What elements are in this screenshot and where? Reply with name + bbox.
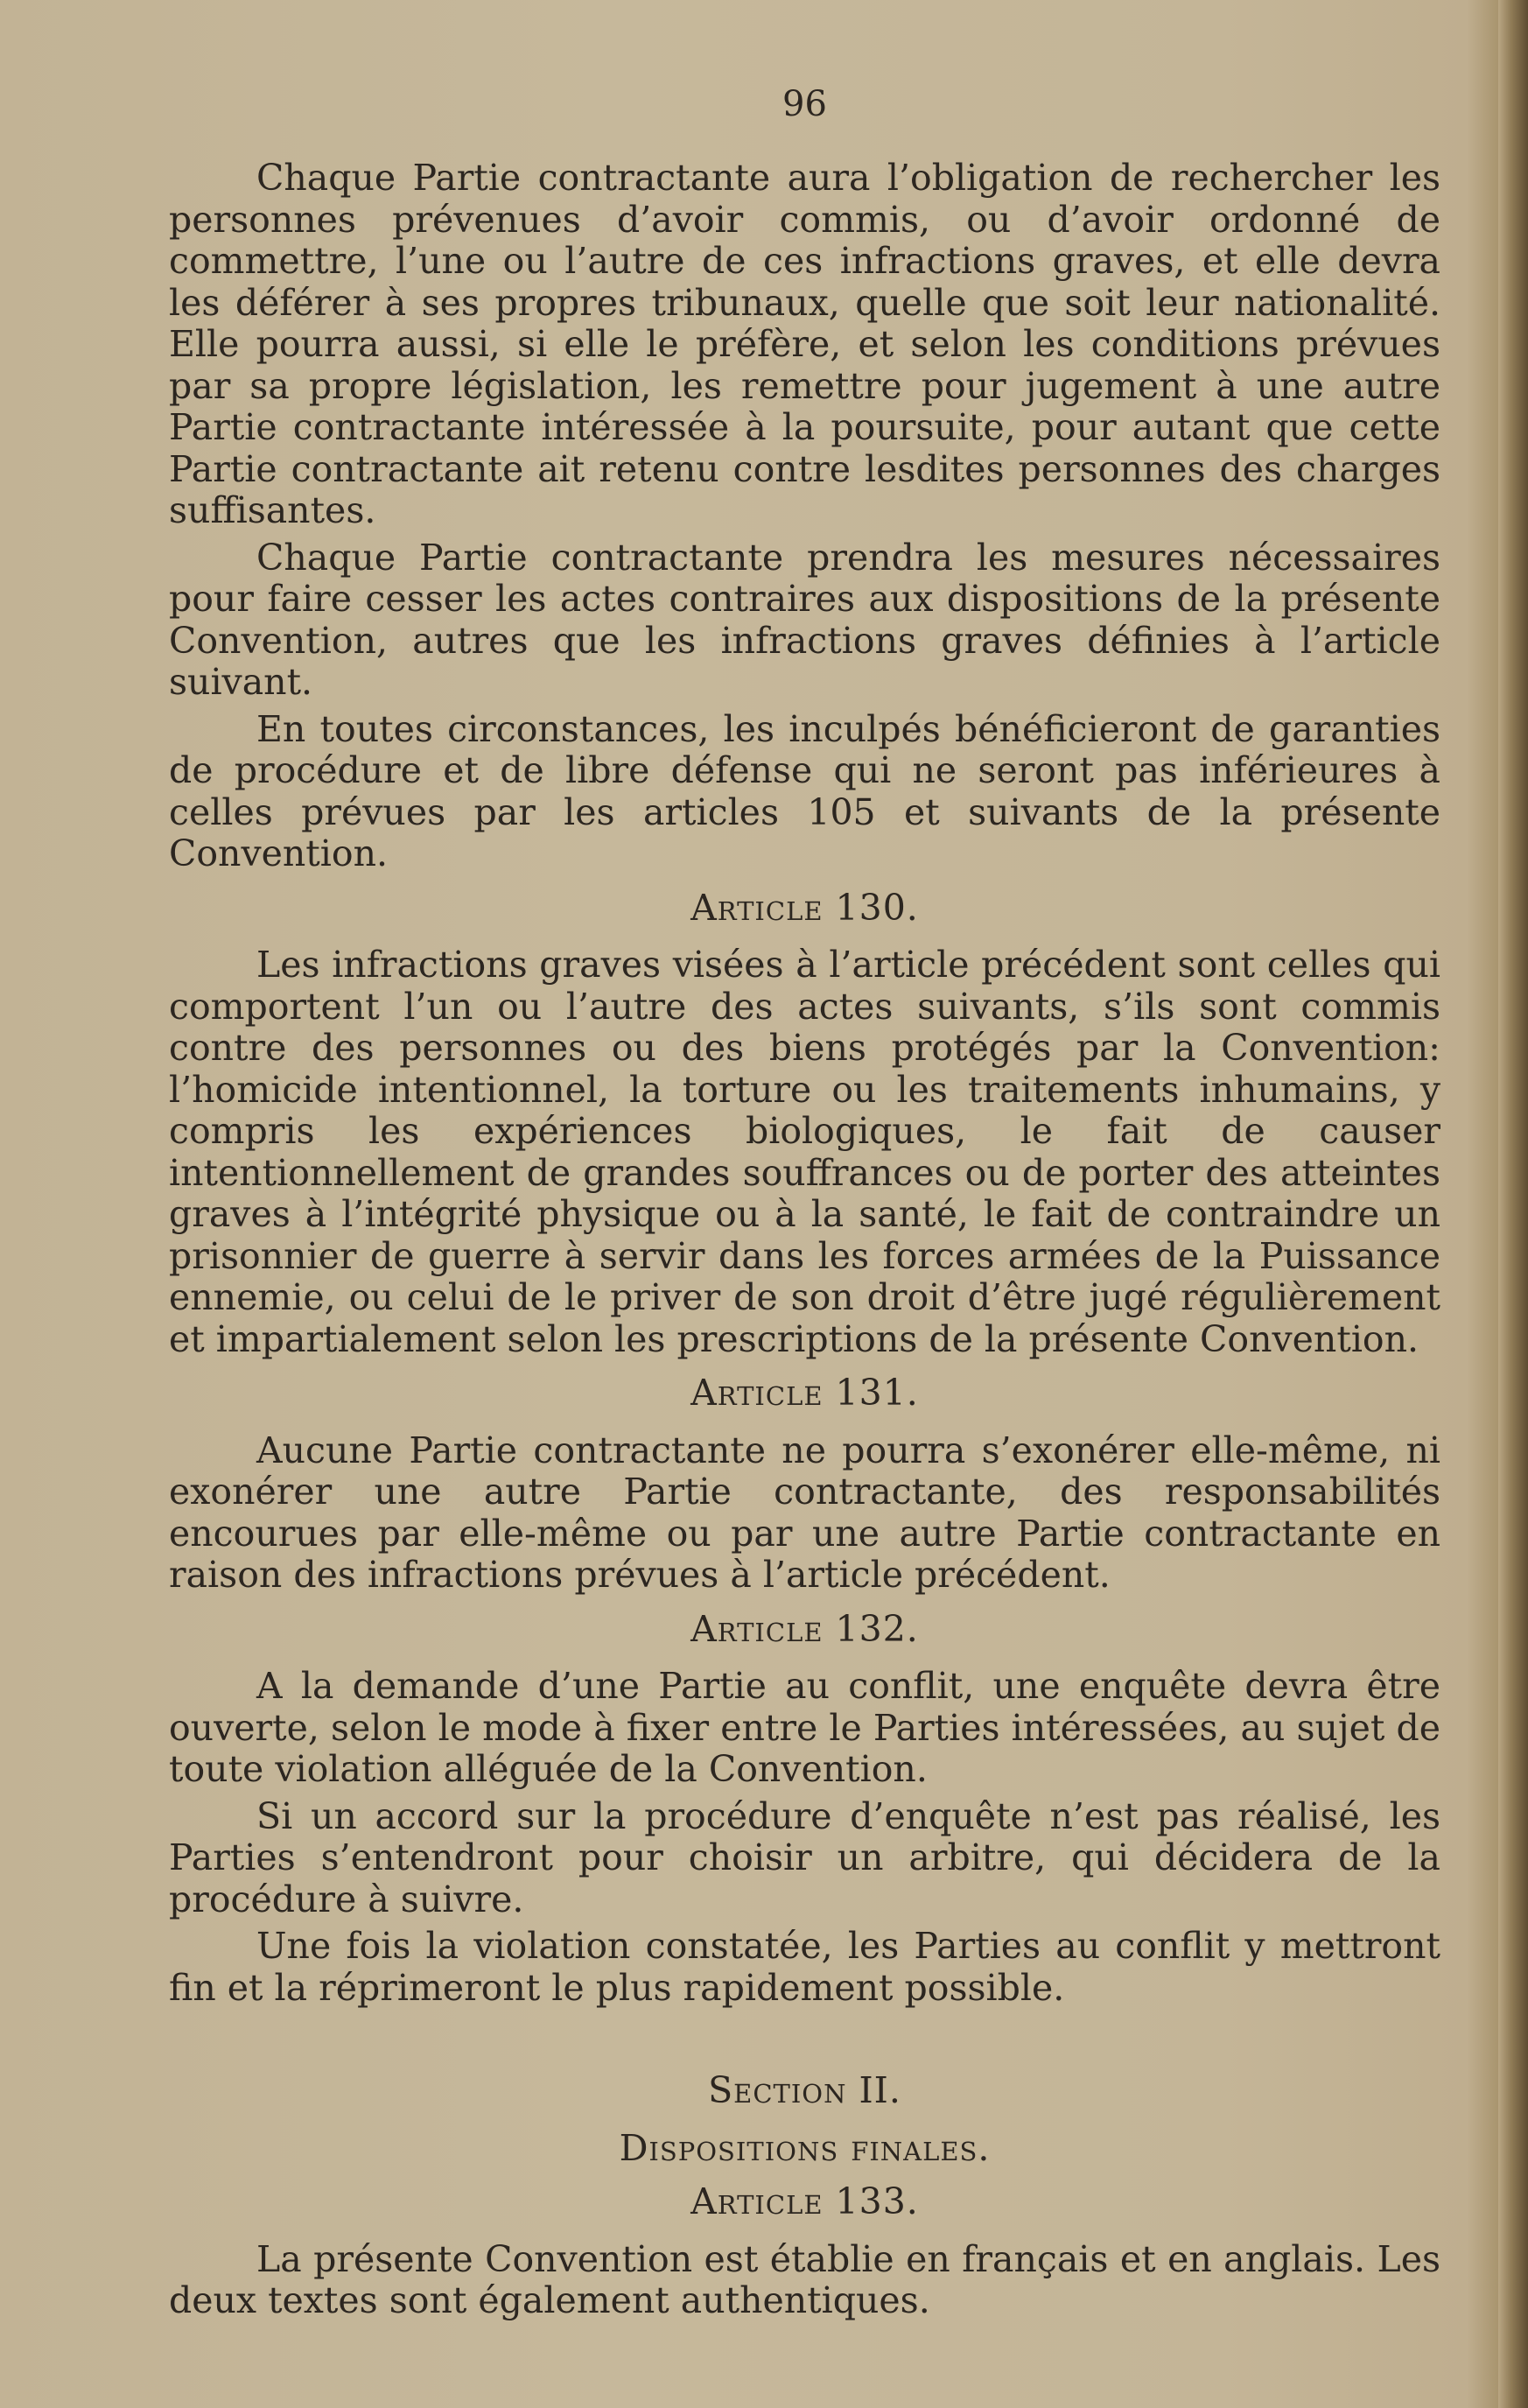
paragraph-guarantees: En toutes circonstances, les inculpés bénéficieront de garanties de procédure et de libre défense qui ne seront pas inférieures à celles prévues par les articles 105 et suivants de la présente Convention. bbox=[169, 707, 1440, 874]
article-132-heading: Article 132. bbox=[690, 1607, 919, 1650]
article-130-heading: Article 130. bbox=[690, 886, 919, 929]
final-provisions-heading: Dispositions finales. bbox=[619, 2126, 991, 2169]
section-ii-heading: Section II. bbox=[708, 2069, 901, 2111]
paragraph-arbiter: Si un accord sur la procédure d’enquête n’est pas réalisé, les Parties s’entendront pour choisir un arbitre, qui décidera de la procédure à suivre. bbox=[169, 1794, 1440, 1920]
paragraph-obligation-prosecute: Chaque Partie contractante aura l’obligation de rechercher les personnes prévenues d’avoir commis, ou d’avoir ordonné de commettre, l’une ou l’autre de ces infractions graves, et elle devra les déférer à ses propres tribunaux, quelle que soit leur nationalité. Elle pourra aussi, si elle le préfère, et selon les conditions prévues par sa propre législation, les remettre pour jugement à une autre Partie contractante intéressée à la poursuite, pour autant que cette Partie contractante ait retenu contre lesdites personnes des charges suffisantes. bbox=[169, 157, 1440, 531]
paragraph-authentic-texts: La présente Convention est établie en français et en anglais. Les deux textes sont également authentiques. bbox=[169, 2237, 1440, 2321]
paragraph-cease-acts: Chaque Partie contractante prendra les mesures nécessaires pour faire cesser les actes contraires aux dispositions de la présente Convention, autres que les infractions graves définies à l’article suivant. bbox=[169, 536, 1440, 703]
paragraph-repress-violation: Une fois la violation constatée, les Parties au conflit y mettront fin et la réprimeront le plus rapidement possible. bbox=[169, 1925, 1440, 2009]
article-131-heading: Article 131. bbox=[690, 1372, 919, 1414]
article-133-heading: Article 133. bbox=[690, 2180, 919, 2222]
book-spine-edge bbox=[1498, 0, 1528, 2408]
page-number: 96 bbox=[782, 84, 827, 124]
paragraph-responsibilities: Aucune Partie contractante ne pourra s’exonérer elle-même, ni exonérer une autre Partie contractante, des responsabilités encourues par elle-même ou par une autre Partie contractante en raison des infractions prévues à l’article précédent. bbox=[169, 1429, 1440, 1596]
paragraph-enquiry: A la demande d’une Partie au conflit, une enquête devra être ouverte, selon le mode à fixer entre le Parties intéressées, au sujet de toute violation alléguée de la Convention. bbox=[169, 1665, 1440, 1790]
paragraph-grave-breaches: Les infractions graves visées à l’article précédent sont celles qui comportent l’un ou l’autre des actes suivants, s’ils sont commis contre des personnes ou des biens protégés par la Convention: l’homicide intentionnel, la torture ou les traitements inhumains, y compris les expériences biologiques, le fait de causer intentionnellement de grandes souffrances ou de porter des atteintes graves à l’intégrité physique ou à la santé, le fait de contraindre un prisonnier de guerre à servir dans les forces armées de la Puissance ennemie, ou celui de le priver de son droit d’être jugé régulièrement et impartialement selon les prescriptions de la présente Convention. bbox=[169, 944, 1440, 1360]
page-text-block bbox=[169, 77, 1440, 2327]
